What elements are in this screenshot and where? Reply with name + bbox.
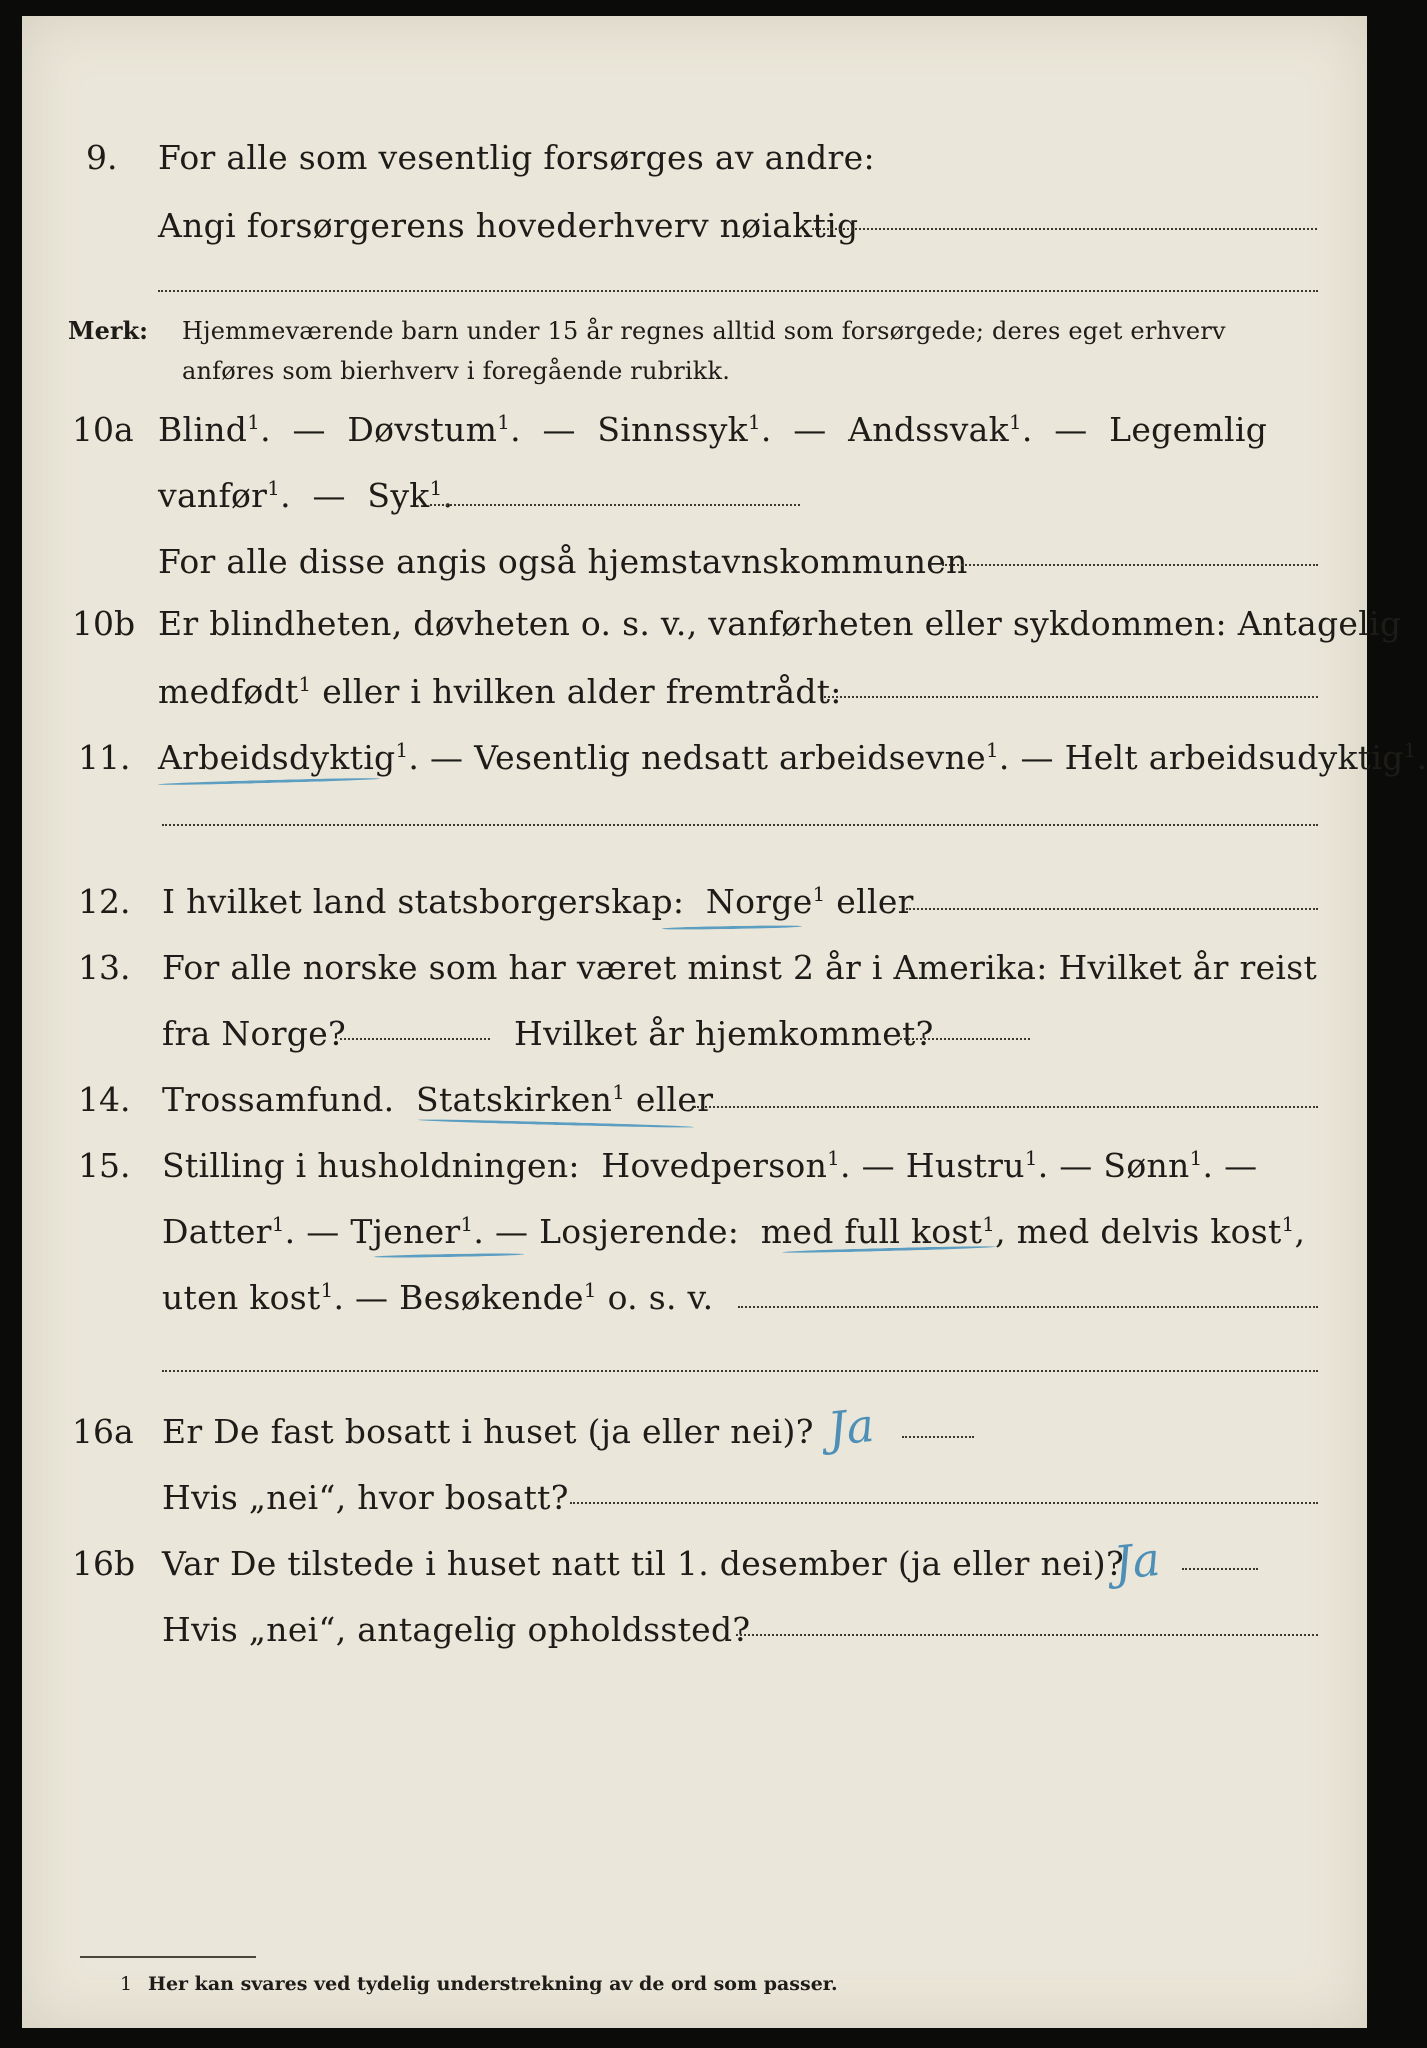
q11-line1: Arbeidsdyktig$^1$. — Vesentlig nedsatt arbeidsevne$^1$. — Helt arbeidsudyktig$^1$. — [158, 738, 1427, 777]
q15-datter: Datter — [162, 1212, 272, 1251]
separator-dash: — — [861, 1146, 895, 1185]
q15-line2: Datter$^1$. — Tjener$^1$. — Losjerende: med full kost$^1$, med delvis kost$^1$, — [162, 1212, 1306, 1251]
footnote-ref: 1 — [271, 1213, 285, 1237]
footnote-ref: 1 — [298, 673, 312, 697]
separator-dash: — — [1059, 1146, 1093, 1185]
footnote-ref: 1 — [460, 1213, 474, 1237]
q10b-line2-rest: eller i hvilken alder fremtrådt: — [311, 672, 842, 711]
q12-eller: eller — [836, 882, 914, 921]
q11-nedsatt: Vesentlig nedsatt arbeidsevne — [474, 738, 987, 777]
q10b-line1: Er blindheten, døvheten o. s. v., vanførheten eller sykdommen: Antagelig — [158, 604, 1402, 643]
q10a-line3: For alle disse angis også hjemstavnskommunen — [158, 542, 968, 581]
handwritten-underline-norge — [662, 925, 802, 930]
q10a-sinnssyk: Sinnssyk — [597, 410, 748, 449]
separator-dash: — — [793, 410, 827, 449]
q9-line1: For alle som vesentlig forsørges av andre: — [158, 138, 875, 177]
footnote-ref: 1 — [1008, 411, 1022, 435]
footnote-ref: 1 — [1024, 1147, 1038, 1171]
q13-year-left-line — [340, 1038, 490, 1040]
q16a-answer-line — [902, 1436, 974, 1438]
q15-hustru: Hustru — [905, 1146, 1025, 1185]
q14-line — [162, 1080, 713, 1120]
handwritten-underline-tjener — [374, 1253, 524, 1259]
footnote-ref: 1 — [1403, 739, 1417, 763]
q15-med-full-kost: med full kost — [760, 1212, 983, 1251]
footnote-ref: 1 — [429, 477, 443, 501]
footnote-ref: 1 — [497, 411, 511, 435]
q16a-line1: Er De fast bosatt i huset (ja eller nei)? — [162, 1412, 814, 1451]
q10b-number: 10b — [72, 604, 136, 643]
q10a-vanfor: vanfør — [158, 476, 268, 515]
q15-losjerende: Losjerende: — [539, 1212, 740, 1251]
q14-text: Trossamfund. — [162, 1080, 395, 1119]
separator-dash: — — [306, 1212, 340, 1251]
q15-hovedperson: Hovedperson — [601, 1146, 828, 1185]
q15-sonn: Sønn — [1103, 1146, 1190, 1185]
q16a-number: 16a — [72, 1412, 134, 1451]
q15-med-delvis-kost: med delvis kost — [1016, 1212, 1282, 1251]
separator-dash: — — [1020, 738, 1054, 777]
footnote-ref: 1 — [247, 411, 261, 435]
q13-line1: For alle norske som har været minst 2 år i Amerika: Hvilket år reist — [162, 948, 1318, 987]
q12-norge: Norge — [705, 882, 813, 921]
footnote-ref: 1 — [747, 411, 761, 435]
q15-answer-line-2 — [162, 1370, 1318, 1372]
q16b-number: 16b — [72, 1544, 136, 1583]
q10a-legemlig: Legemlig — [1109, 410, 1268, 449]
q10b-answer-line — [824, 696, 1318, 698]
q12-answer-line — [906, 908, 1318, 910]
merk-label: Merk: — [68, 316, 148, 345]
footnote-rule — [80, 1956, 256, 1958]
q16a-bosatt-line — [570, 1502, 1318, 1504]
q15-uten-kost: uten kost — [162, 1278, 321, 1317]
q15-line1: Stilling i husholdningen: Hovedperson$^1$. — Hustru$^1$. — Sønn$^1$. — — [162, 1146, 1258, 1185]
q14-statskirken: Statskirken — [416, 1080, 613, 1119]
footnote-ref: 1 — [1281, 1213, 1295, 1237]
q13-number: 13. — [78, 948, 131, 987]
q12-line — [162, 882, 914, 922]
q14-eller: eller — [635, 1080, 714, 1119]
q10a-blind: Blind — [158, 410, 248, 449]
q10a-answer-line — [430, 504, 800, 506]
merk-line2: anføres som bierhverv i foregående rubrikk. — [182, 357, 731, 385]
q14-number: 14. — [78, 1080, 131, 1119]
footnote-ref: 1 — [1189, 1147, 1203, 1171]
q16b-answer-line — [1182, 1568, 1258, 1570]
footnote-ref: 1 — [395, 739, 409, 763]
separator-dash: — — [494, 1212, 529, 1251]
q16b-opholdssted-line — [736, 1634, 1318, 1636]
q12-number: 12. — [78, 882, 131, 921]
q10a-hjemstavn-line — [942, 564, 1318, 566]
q10b-medfodt: medfødt — [158, 672, 299, 711]
q11-number: 11. — [78, 738, 131, 777]
q11-arbeidsdyktig: Arbeidsdyktig — [158, 738, 396, 777]
q15-stilling: Stilling i husholdningen: — [162, 1146, 580, 1185]
footnote-ref: 1 — [986, 739, 999, 763]
q15-line3: uten kost$^1$. — Besøkende$^1$ o. s. v. — [162, 1278, 714, 1317]
footnote-ref: 1 — [583, 1279, 597, 1303]
q15-answer-line — [738, 1306, 1318, 1308]
q9-number: 9. — [86, 138, 118, 177]
q13-part-b: Hvilket år hjemkommet? — [514, 1014, 934, 1053]
q14-answer-line — [694, 1106, 1318, 1108]
separator-dash: — — [312, 476, 346, 515]
footnote-text: Her kan svares ved tydelig understrekning av de ord som passer. — [148, 1973, 838, 1995]
q9-answer-line-2 — [158, 290, 1318, 292]
q10a-line1: Blind$^1$. — Døvstum$^1$. — Sinnssyk$^1$. — Andssvak$^1$. — Legemlig — [158, 410, 1268, 449]
separator-dash: — — [355, 1278, 389, 1317]
q16b-handwritten-answer: Ja — [1111, 1531, 1163, 1591]
q15-osv: o. s. v. — [607, 1278, 714, 1317]
q10a-syk: Syk — [367, 476, 430, 515]
q11-udyktig: Helt arbeidsudyktig — [1064, 738, 1404, 777]
census-form-page — [22, 16, 1427, 2028]
footnote-ref: 1 — [612, 1081, 626, 1105]
q15-number: 15. — [78, 1146, 131, 1185]
footnote-ref: 1 — [982, 1213, 996, 1237]
handwritten-underline-arbeidsdyktig — [158, 777, 380, 786]
footnote-ref: 1 — [812, 883, 826, 907]
q11-answer-line — [162, 824, 1318, 826]
q16a-handwritten-answer: Ja — [825, 1397, 877, 1457]
q10a-line2: vanfør$^1$. — Syk$^1$. — [158, 476, 454, 515]
q10a-number: 10a — [72, 410, 134, 449]
footnote-ref: 1 — [267, 477, 281, 501]
q9-answer-line — [812, 228, 1317, 230]
footnote-mark: 1 — [120, 1973, 133, 1995]
q16a-line2: Hvis „nei“, hvor bosatt? — [162, 1478, 569, 1517]
separator-dash: — — [292, 410, 326, 449]
q13-part-a: fra Norge? — [162, 1014, 347, 1053]
separator-dash: — — [1054, 410, 1088, 449]
q16b-line2: Hvis „nei“, antagelig opholdssted? — [162, 1610, 751, 1649]
q9-line2: Angi forsørgerens hovederhverv nøiaktig — [158, 206, 859, 245]
q16b-line1: Var De tilstede i huset natt til 1. desember (ja eller nei)? — [162, 1544, 1124, 1583]
footnote-ref: 1 — [827, 1147, 841, 1171]
q10a-andssvak: Andssvak — [848, 410, 1009, 449]
merk-line1: Hjemmeværende barn under 15 år regnes alltid som forsørgede; deres eget erhverv — [182, 317, 1226, 345]
q10a-dovstum: Døvstum — [347, 410, 498, 449]
q10b-line2 — [158, 672, 842, 712]
q15-besokende: Besøkende — [399, 1278, 584, 1317]
footnote-ref: 1 — [320, 1279, 334, 1303]
separator-dash: — — [429, 738, 464, 777]
separator-dash: — — [542, 410, 576, 449]
q15-tjener: Tjener — [350, 1212, 461, 1251]
q13-year-back-line — [900, 1038, 1030, 1040]
separator-dash: — — [1224, 1146, 1258, 1185]
q12-text: I hvilket land statsborgerskap: — [162, 882, 685, 921]
